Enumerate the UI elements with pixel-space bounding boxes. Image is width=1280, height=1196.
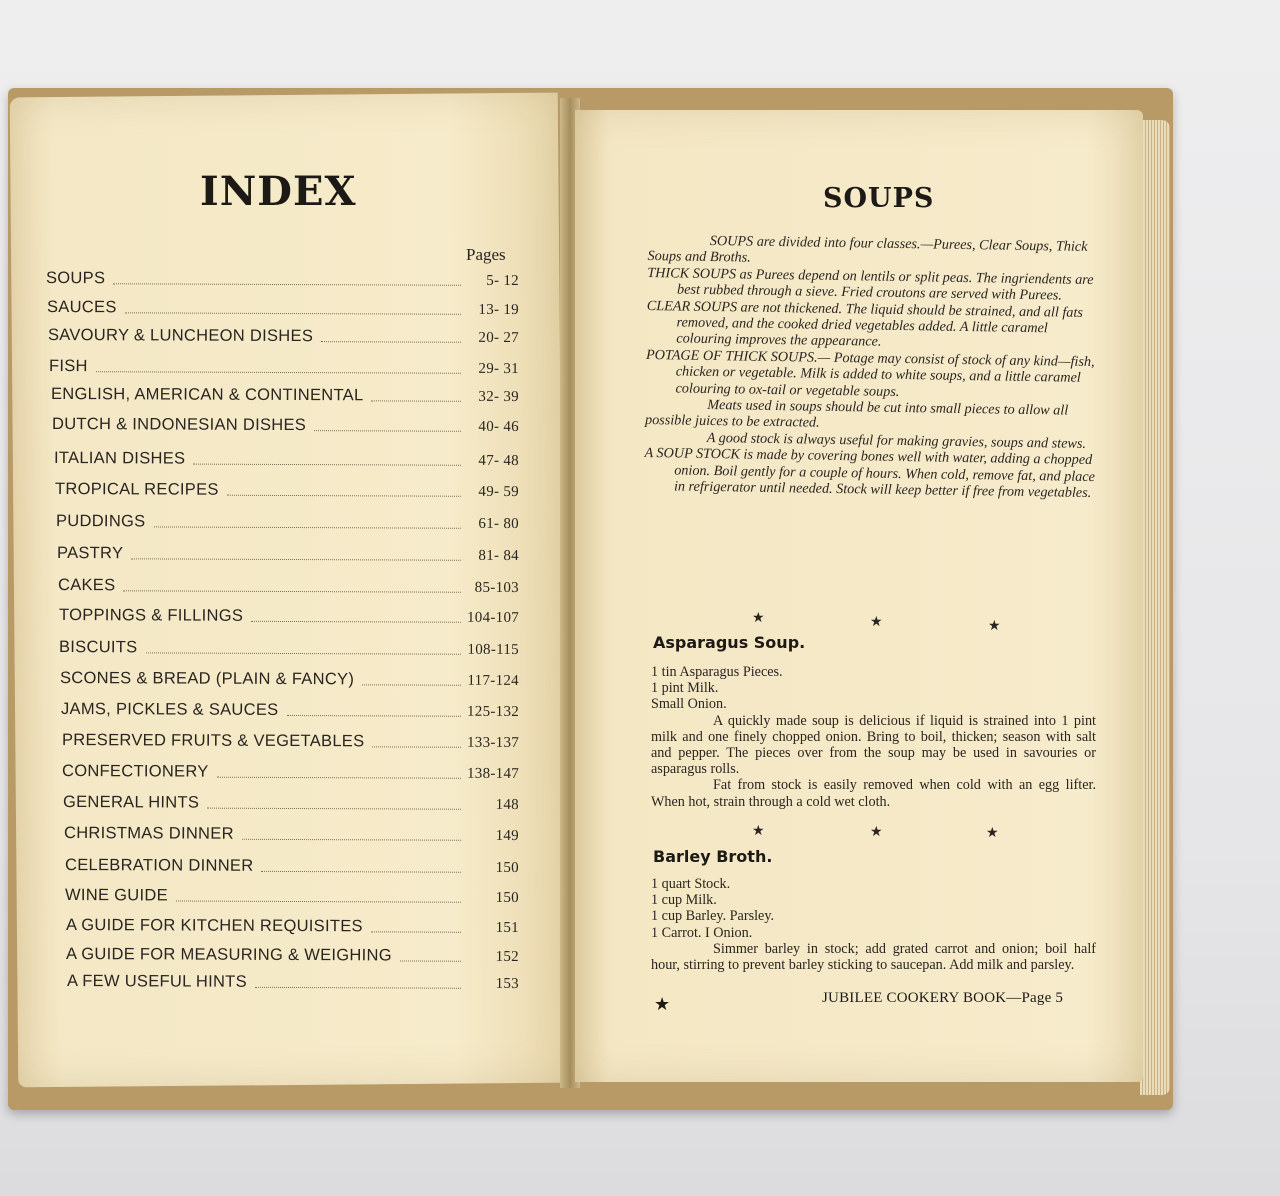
index-entry-pages: 138-147 bbox=[466, 765, 520, 782]
star-separator: ★ bbox=[870, 615, 883, 630]
pages-column-header: Pages bbox=[466, 245, 506, 264]
star-separator: ★ bbox=[870, 825, 883, 840]
recipe-title: Barley Broth. bbox=[653, 847, 773, 866]
intro-paragraph: POTAGE OF THICK SOUPS.— Potage may consist of stock of any kind—fish, chicken or vegetable. Milk is added to white soups, and a little caramel colouring to ox-tail or vegetable soups. bbox=[645, 346, 1095, 400]
index-entry bbox=[47, 298, 519, 319]
index-entry-pages: 20- 27 bbox=[478, 329, 520, 347]
index-entry-pages: 81- 84 bbox=[478, 547, 520, 565]
index-entry-pages: 149 bbox=[495, 827, 520, 844]
dot-leader bbox=[371, 931, 461, 932]
index-entry bbox=[67, 972, 519, 993]
method-paragraph: A quickly made soup is delicious if liquid is strained into 1 pint milk and one finely chopped onion. Bring to boil, thicken; season with salt and pepper. The pieces over from the soup may be used in savouries or asparagus rolls. bbox=[651, 712, 1096, 778]
ingredient: 1 cup Milk. bbox=[651, 892, 717, 909]
index-entry bbox=[65, 886, 519, 907]
dot-leader bbox=[314, 430, 461, 432]
dot-leader bbox=[123, 590, 461, 592]
index-entry bbox=[48, 326, 519, 347]
dot-leader bbox=[207, 808, 461, 810]
index-entry bbox=[62, 762, 519, 783]
intro-paragraph: Meats used in soups should be cut into small pieces to allow all possible juices to be extracted. bbox=[644, 397, 1069, 432]
intro-paragraph: CLEAR SOUPS are not thickened. The liquid should be strained, and all fats removed, and the cooked dried vegetables added. A little caramel colouring improves the appearance. bbox=[646, 297, 1084, 351]
index-entry-label: SAUCES bbox=[46, 297, 117, 317]
index-entry-label: ENGLISH, AMERICAN & CONTINENTAL bbox=[50, 384, 364, 405]
index-entry-label: FISH bbox=[48, 356, 88, 376]
star-separator: ★ bbox=[752, 611, 765, 626]
index-entry-pages: 29- 31 bbox=[478, 360, 520, 378]
soups-intro bbox=[644, 232, 1100, 502]
index-entry-label: TROPICAL RECIPES bbox=[54, 479, 219, 499]
recipe-body bbox=[651, 876, 1096, 973]
intro-paragraph: A SOUP STOCK is made by covering bones well with water, adding a chopped onion. Boil gently for a couple of hours. When cold, remove fat, and place in refrigerator until needed. Stock will keep better if free from vegetables. bbox=[644, 445, 1096, 502]
index-entry bbox=[49, 357, 519, 378]
ingredient: 1 tin Asparagus Pieces. bbox=[651, 664, 783, 680]
index-entry-pages: 61- 80 bbox=[478, 515, 520, 533]
page-edges bbox=[1140, 120, 1170, 1095]
index-entry bbox=[61, 700, 519, 721]
index-entry-pages: 5- 12 bbox=[486, 272, 520, 290]
dot-leader bbox=[131, 558, 461, 560]
index-entry bbox=[66, 945, 519, 966]
index-entry bbox=[65, 856, 519, 877]
index-entry-pages: 133-137 bbox=[466, 734, 520, 751]
index-entry-label: ITALIAN DISHES bbox=[53, 448, 186, 468]
index-entry-label: PRESERVED FRUITS & VEGETABLES bbox=[61, 731, 365, 751]
index-entry-label: DUTCH & INDONESIAN DISHES bbox=[51, 414, 307, 435]
star-separator: ★ bbox=[988, 619, 1001, 634]
ingredient: 1 cup Barley. Parsley. bbox=[651, 908, 775, 925]
index-entry bbox=[55, 480, 519, 501]
dot-leader bbox=[125, 312, 461, 314]
index-entry-pages: 85-103 bbox=[474, 579, 520, 597]
dot-leader bbox=[372, 746, 461, 747]
index-entry-pages: 148 bbox=[495, 796, 520, 813]
dot-leader bbox=[96, 371, 461, 374]
dot-leader bbox=[227, 495, 461, 497]
index-entry-label: JAMS, PICKLES & SAUCES bbox=[60, 700, 279, 719]
intro-paragraph: SOUPS are divided into four classes.—Purees, Clear Soups, Thick Soups and Broths. bbox=[647, 232, 1088, 267]
dot-leader bbox=[400, 960, 461, 961]
index-entry-label: CELEBRATION DINNER bbox=[64, 856, 254, 875]
star-icon: ★ bbox=[654, 994, 671, 1014]
index-entry-pages: 125-132 bbox=[466, 703, 520, 720]
dot-leader bbox=[261, 871, 461, 873]
index-entry-pages: 117-124 bbox=[467, 672, 520, 690]
index-entry-label: BISCUITS bbox=[58, 637, 138, 657]
index-entry-pages: 32- 39 bbox=[478, 388, 520, 406]
index-entry-pages: 152 bbox=[495, 948, 520, 965]
index-entry-pages: 150 bbox=[495, 859, 520, 876]
index-entry-pages: 40- 46 bbox=[478, 418, 520, 436]
ingredient: 1 quart Stock. bbox=[651, 876, 731, 892]
index-entry bbox=[63, 793, 519, 814]
index-entry bbox=[64, 824, 519, 845]
index-entry-pages: 151 bbox=[495, 919, 520, 936]
intro-paragraph: A good stock is always useful for making gravies, soups and stews. bbox=[706, 429, 1087, 452]
index-entry-pages: 49- 59 bbox=[478, 483, 520, 501]
dot-leader bbox=[145, 652, 461, 654]
index-entry bbox=[59, 638, 519, 659]
index-entry-label: A GUIDE FOR KITCHEN REQUISITES bbox=[65, 916, 363, 936]
index-entry bbox=[54, 449, 519, 470]
recipe-body bbox=[651, 664, 1096, 810]
index-entry-label: PASTRY bbox=[56, 543, 124, 563]
index-entry-label: SAVOURY & LUNCHEON DISHES bbox=[47, 325, 314, 346]
dot-leader bbox=[371, 400, 461, 401]
index-entry bbox=[57, 544, 519, 565]
page-footer: JUBILEE COOKERY BOOK—Page 5 bbox=[822, 990, 1064, 1006]
dot-leader bbox=[176, 900, 461, 902]
index-entry-pages: 153 bbox=[495, 975, 520, 992]
method-paragraph: Simmer barley in stock; add grated carrot and onion; boil half hour, stirring to prevent barley sticking to saucepan. Add milk and parsley. bbox=[651, 940, 1096, 974]
index-entry-label: CONFECTIONERY bbox=[61, 762, 209, 781]
star-separator: ★ bbox=[986, 826, 999, 841]
index-entry-label: WINE GUIDE bbox=[64, 886, 168, 905]
index-entry-label: A FEW USEFUL HINTS bbox=[66, 972, 247, 991]
index-entry bbox=[58, 576, 519, 597]
intro-paragraph: THICK SOUPS as Purees depend on lentils or split peas. The ingriendents are best rubbed through a sieve. Fried croutons are served with Purees. bbox=[647, 264, 1094, 304]
index-entry-label: A GUIDE FOR MEASURING & WEIGHING bbox=[65, 945, 392, 965]
index-entry-pages: 13- 19 bbox=[478, 301, 520, 319]
ingredient: Small Onion. bbox=[651, 696, 727, 713]
dot-leader bbox=[193, 464, 461, 466]
dot-leader bbox=[251, 621, 461, 623]
dot-leader bbox=[153, 526, 461, 528]
index-entry-label: CAKES bbox=[57, 575, 116, 595]
index-entry-pages: 104-107 bbox=[466, 609, 520, 627]
dot-leader bbox=[321, 341, 461, 343]
dot-leader bbox=[286, 715, 461, 717]
ingredient: 1 Carrot. I Onion. bbox=[651, 924, 753, 941]
index-entry-label: SOUPS bbox=[45, 268, 106, 288]
ingredient: 1 pint Milk. bbox=[651, 680, 719, 697]
index-entry-pages: 150 bbox=[495, 889, 520, 906]
index-entry-pages: 108-115 bbox=[467, 641, 520, 659]
dot-leader bbox=[362, 684, 461, 685]
index-entry bbox=[60, 669, 519, 690]
method-paragraph: Fat from stock is easily removed when cold with an egg lifter. When hot, strain through a cold wet cloth. bbox=[651, 777, 1096, 810]
index-title: INDEX bbox=[200, 168, 357, 215]
star-separator: ★ bbox=[752, 824, 765, 839]
index-entry-pages: 47- 48 bbox=[478, 452, 520, 470]
soups-title: SOUPS bbox=[823, 183, 935, 214]
index-entry-label: TOPPINGS & FILLINGS bbox=[58, 605, 244, 625]
recipe-title: Asparagus Soup. bbox=[653, 633, 806, 652]
index-entry bbox=[52, 415, 519, 436]
index-entry bbox=[56, 512, 519, 533]
dot-leader bbox=[113, 283, 461, 286]
index-entry bbox=[59, 606, 519, 627]
index-entry bbox=[62, 731, 519, 752]
dot-leader bbox=[242, 839, 461, 841]
index-entry bbox=[51, 385, 519, 406]
index-entry-label: PUDDINGS bbox=[55, 511, 146, 531]
dot-leader bbox=[255, 987, 461, 989]
index-entry-label: GENERAL HINTS bbox=[62, 793, 200, 812]
index-entry-label: CHRISTMAS DINNER bbox=[63, 824, 234, 843]
index-entry bbox=[66, 916, 519, 937]
index-entry bbox=[46, 269, 519, 290]
index-entry-label: SCONES & BREAD (PLAIN & FANCY) bbox=[59, 668, 355, 689]
dot-leader bbox=[217, 777, 461, 779]
